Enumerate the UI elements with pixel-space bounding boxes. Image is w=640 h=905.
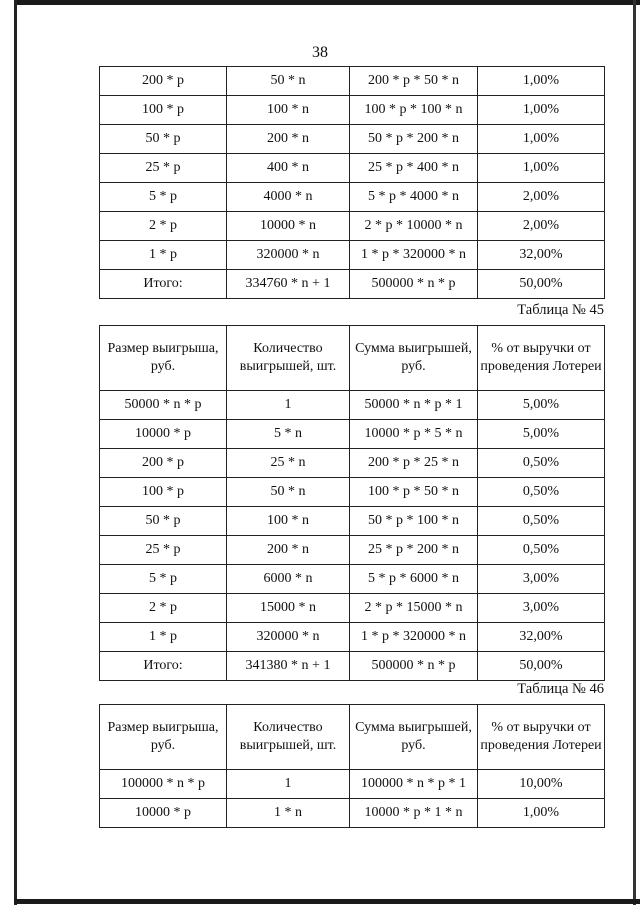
revenue-percent-cell: 3,00%	[478, 594, 605, 623]
prize-sum-cell: 200 * p * 50 * n	[350, 67, 478, 96]
table-row	[100, 154, 605, 183]
table-row	[100, 565, 605, 594]
revenue-percent-cell: 1,00%	[478, 799, 605, 828]
revenue-percent-cell: 2,00%	[478, 212, 605, 241]
table-caption-45: Таблица № 45	[517, 302, 604, 318]
header-prize-size: Размер выигрыша, руб.	[100, 705, 227, 770]
table-row	[100, 536, 605, 565]
prize-sum-cell: 1 * p * 320000 * n	[350, 623, 478, 652]
prize-table-46	[99, 704, 605, 828]
prize-size-cell: Итого:	[100, 652, 227, 681]
prize-size-cell: 100 * p	[100, 96, 227, 125]
prize-size-cell: 200 * p	[100, 67, 227, 96]
revenue-percent-cell: 3,00%	[478, 565, 605, 594]
prize-sum-cell: 100 * p * 100 * n	[350, 96, 478, 125]
table-row	[100, 449, 605, 478]
revenue-percent-cell: 0,50%	[478, 507, 605, 536]
revenue-percent-cell: 1,00%	[478, 154, 605, 183]
prize-count-cell: 334760 * n + 1	[227, 270, 350, 299]
prize-count-cell: 1 * n	[227, 799, 350, 828]
table-row	[100, 507, 605, 536]
revenue-percent-cell: 1,00%	[478, 96, 605, 125]
prize-sum-cell: 100000 * n * p * 1	[350, 770, 478, 799]
prize-sum-cell: 5 * p * 4000 * n	[350, 183, 478, 212]
header-prize-size: Размер выигрыша, руб.	[100, 326, 227, 391]
prize-table-45	[99, 325, 605, 681]
revenue-percent-cell: 32,00%	[478, 241, 605, 270]
prize-sum-cell: 50000 * n * p * 1	[350, 391, 478, 420]
prize-count-cell: 15000 * n	[227, 594, 350, 623]
prize-sum-cell: 50 * p * 100 * n	[350, 507, 478, 536]
prize-sum-cell: 100 * p * 50 * n	[350, 478, 478, 507]
table-row	[100, 212, 605, 241]
prize-count-cell: 320000 * n	[227, 623, 350, 652]
table-row	[100, 420, 605, 449]
prize-count-cell: 100 * n	[227, 96, 350, 125]
prize-sum-cell: 5 * p * 6000 * n	[350, 565, 478, 594]
revenue-percent-cell: 2,00%	[478, 183, 605, 212]
table-row	[100, 478, 605, 507]
revenue-percent-cell: 0,50%	[478, 536, 605, 565]
prize-count-cell: 1	[227, 391, 350, 420]
prize-count-cell: 341380 * n + 1	[227, 652, 350, 681]
prize-sum-cell: 50 * p * 200 * n	[350, 125, 478, 154]
prize-count-cell: 50 * n	[227, 478, 350, 507]
header-revenue-percent: % от выручки от проведения Лотереи	[478, 326, 605, 391]
revenue-percent-cell: 5,00%	[478, 420, 605, 449]
revenue-percent-cell: 5,00%	[478, 391, 605, 420]
prize-sum-cell: 500000 * n * p	[350, 652, 478, 681]
prize-size-cell: 50 * p	[100, 125, 227, 154]
table-total-row	[100, 652, 605, 681]
table-row	[100, 125, 605, 154]
revenue-percent-cell: 0,50%	[478, 449, 605, 478]
header-prize-sum: Сумма выигрышей, руб.	[350, 326, 478, 391]
prize-sum-cell: 10000 * p * 5 * n	[350, 420, 478, 449]
table-row	[100, 241, 605, 270]
scan-border-left	[14, 0, 17, 905]
revenue-percent-cell: 50,00%	[478, 652, 605, 681]
page-number: 38	[312, 44, 328, 61]
prize-size-cell: 100 * p	[100, 478, 227, 507]
table-row	[100, 594, 605, 623]
prize-table-continued	[99, 66, 605, 299]
prize-sum-cell: 1 * p * 320000 * n	[350, 241, 478, 270]
table-header-row	[100, 705, 605, 770]
prize-size-cell: 100000 * n * p	[100, 770, 227, 799]
prize-size-cell: 25 * p	[100, 154, 227, 183]
prize-count-cell: 5 * n	[227, 420, 350, 449]
prize-count-cell: 4000 * n	[227, 183, 350, 212]
table-header-row	[100, 326, 605, 391]
revenue-percent-cell: 50,00%	[478, 270, 605, 299]
prize-count-cell: 200 * n	[227, 125, 350, 154]
prize-sum-cell: 200 * p * 25 * n	[350, 449, 478, 478]
prize-count-cell: 400 * n	[227, 154, 350, 183]
prize-count-cell: 25 * n	[227, 449, 350, 478]
prize-size-cell: 1 * p	[100, 241, 227, 270]
table-row	[100, 623, 605, 652]
prize-sum-cell: 25 * p * 200 * n	[350, 536, 478, 565]
prize-sum-cell: 25 * p * 400 * n	[350, 154, 478, 183]
prize-size-cell: 2 * p	[100, 594, 227, 623]
prize-count-cell: 200 * n	[227, 536, 350, 565]
header-prize-count: Количество выигрышей, шт.	[227, 705, 350, 770]
revenue-percent-cell: 1,00%	[478, 125, 605, 154]
prize-count-cell: 10000 * n	[227, 212, 350, 241]
prize-size-cell: 10000 * p	[100, 420, 227, 449]
prize-count-cell: 1	[227, 770, 350, 799]
table-row	[100, 183, 605, 212]
table-row	[100, 799, 605, 828]
table-caption-46: Таблица № 46	[517, 681, 604, 697]
table-row	[100, 770, 605, 799]
prize-size-cell: 1 * p	[100, 623, 227, 652]
prize-size-cell: 200 * p	[100, 449, 227, 478]
header-revenue-percent: % от выручки от проведения Лотереи	[478, 705, 605, 770]
table-total-row	[100, 270, 605, 299]
header-prize-count: Количество выигрышей, шт.	[227, 326, 350, 391]
prize-sum-cell: 10000 * p * 1 * n	[350, 799, 478, 828]
scan-border-top	[14, 0, 640, 5]
prize-size-cell: 10000 * p	[100, 799, 227, 828]
prize-count-cell: 6000 * n	[227, 565, 350, 594]
scan-border-bottom	[14, 899, 640, 904]
revenue-percent-cell: 32,00%	[478, 623, 605, 652]
header-prize-sum: Сумма выигрышей, руб.	[350, 705, 478, 770]
prize-count-cell: 50 * n	[227, 67, 350, 96]
prize-size-cell: 25 * p	[100, 536, 227, 565]
scan-border-right	[633, 0, 636, 905]
table-row	[100, 391, 605, 420]
revenue-percent-cell: 0,50%	[478, 478, 605, 507]
table-row	[100, 67, 605, 96]
revenue-percent-cell: 1,00%	[478, 67, 605, 96]
prize-size-cell: 5 * p	[100, 565, 227, 594]
prize-sum-cell: 2 * p * 15000 * n	[350, 594, 478, 623]
prize-size-cell: Итого:	[100, 270, 227, 299]
prize-count-cell: 320000 * n	[227, 241, 350, 270]
prize-size-cell: 50 * p	[100, 507, 227, 536]
prize-sum-cell: 2 * p * 10000 * n	[350, 212, 478, 241]
revenue-percent-cell: 10,00%	[478, 770, 605, 799]
prize-sum-cell: 500000 * n * p	[350, 270, 478, 299]
prize-size-cell: 5 * p	[100, 183, 227, 212]
prize-size-cell: 2 * p	[100, 212, 227, 241]
table-row	[100, 96, 605, 125]
prize-size-cell: 50000 * n * p	[100, 391, 227, 420]
prize-count-cell: 100 * n	[227, 507, 350, 536]
